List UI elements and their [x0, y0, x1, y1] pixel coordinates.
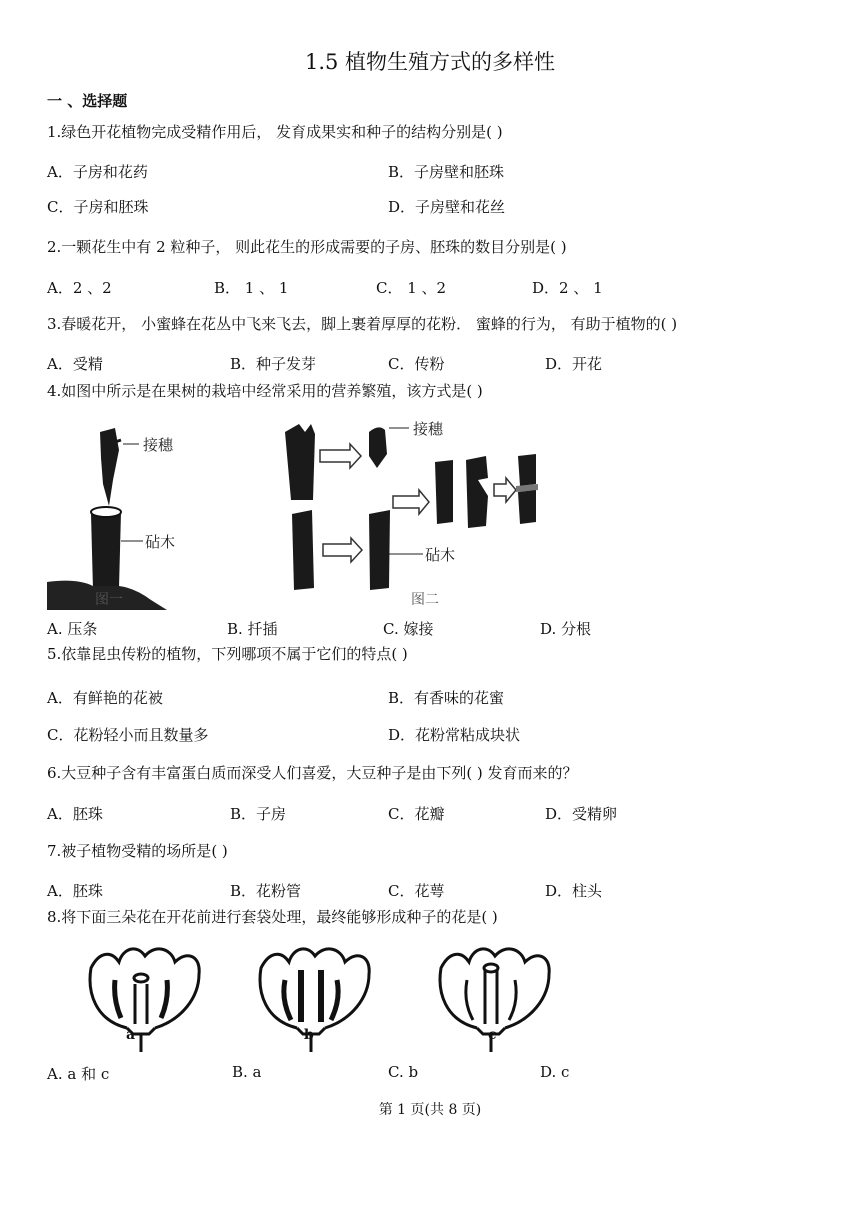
- q8-option-c: C. b: [388, 1063, 419, 1081]
- question-3-stem: 3.春暖花开， 小蜜蜂在花丛中飞来飞去，脚上裹着厚厚的花粉． 蜜蜂的行为， 有助于植物的( ): [47, 315, 678, 333]
- q5-option-d: D．花粉常粘成块状: [388, 726, 521, 744]
- q2-option-a: A．2 、2: [47, 279, 112, 297]
- q5-option-b: B．有香味的花蜜: [388, 689, 505, 707]
- figure-2-cleft-graft: [285, 424, 456, 590]
- scion-label-2: 接穗: [413, 420, 444, 438]
- q4-option-c: C. 嫁接: [383, 620, 434, 638]
- q2-option-c: C． 1 、2: [376, 279, 447, 297]
- flower-label-a: a: [126, 1027, 136, 1043]
- q2-option-d: D．2 、 1: [532, 279, 603, 297]
- figure-2-caption: 图二: [411, 592, 439, 608]
- question-5-stem: 5.依靠昆虫传粉的植物，下列哪项不属于它们的特点( ): [47, 645, 408, 663]
- q7-option-a: A．胚珠: [47, 882, 103, 900]
- q5-option-c: C．花粉轻小而且数量多: [47, 726, 209, 744]
- q1-option-b: B．子房壁和胚珠: [388, 163, 505, 181]
- grafting-figure-2-extra: [460, 450, 540, 540]
- flower-a: [90, 949, 199, 1052]
- scion-label-1: 接穗: [143, 436, 174, 454]
- q7-option-d: D．柱头: [545, 882, 603, 900]
- figure-1-scion-graft: [47, 428, 167, 610]
- q8-option-b: B. a: [232, 1063, 262, 1081]
- question-7-stem: 7.被子植物受精的场所是( ): [47, 842, 228, 860]
- q1-option-d: D．子房壁和花丝: [388, 198, 506, 216]
- section-heading: 一 、选择题: [47, 92, 128, 110]
- q8-option-d: D. c: [540, 1063, 570, 1081]
- q6-option-a: A．胚珠: [47, 805, 103, 823]
- flower-label-b: b: [304, 1027, 314, 1043]
- question-1-stem: 1.绿色开花植物完成受精作用后， 发育成果实和种子的结构分别是( ): [47, 123, 503, 141]
- page-footer: 第 1 页(共 8 页): [378, 1102, 482, 1118]
- flower-label-c: c: [488, 1027, 497, 1043]
- grafting-figure: [47, 410, 457, 610]
- question-6-stem: 6.大豆种子含有丰富蛋白质而深受人们喜爱，大豆种子是由下列( ) 发育而来的？: [47, 764, 578, 782]
- question-8-stem: 8.将下面三朵花在开花前进行套袋处理，最终能够形成种子的花是( ): [47, 908, 498, 926]
- figure-1-caption: 图一: [95, 592, 123, 608]
- q3-option-c: C．传粉: [388, 355, 445, 373]
- q1-option-c: C．子房和胚珠: [47, 198, 149, 216]
- q1-option-a: A．子房和花药: [47, 163, 148, 181]
- q7-option-c: C．花萼: [388, 882, 445, 900]
- question-2-stem: 2.一颗花生中有 2 粒种子， 则此花生的形成需要的子房、胚珠的数目分别是( ): [47, 238, 567, 256]
- q7-option-b: B．花粉管: [230, 882, 302, 900]
- q3-option-d: D．开花: [545, 355, 603, 373]
- flower-b: [260, 949, 369, 1052]
- q2-option-b: B． 1 、 1: [214, 279, 289, 297]
- q4-option-b: B. 扦插: [227, 620, 278, 638]
- q3-option-b: B．种子发芽: [230, 355, 317, 373]
- page-title: 1.5 植物生殖方式的多样性: [304, 50, 556, 74]
- stock-label-1: 砧木: [145, 533, 176, 551]
- q4-option-a: A. 压条: [47, 620, 98, 638]
- q3-option-a: A．受精: [47, 355, 103, 373]
- stock-label-2: 砧木: [425, 546, 456, 564]
- q6-option-b: B．子房: [230, 805, 287, 823]
- q4-option-d: D. 分根: [540, 620, 592, 638]
- q5-option-a: A．有鲜艳的花被: [47, 689, 163, 707]
- q8-option-a: A. a 和 c: [47, 1065, 110, 1083]
- q6-option-d: D．受精卵: [545, 805, 618, 823]
- q6-option-c: C．花瓣: [388, 805, 445, 823]
- question-4-stem: 4.如图中所示是在果树的栽培中经常采用的营养繁殖，该方式是( ): [47, 382, 483, 400]
